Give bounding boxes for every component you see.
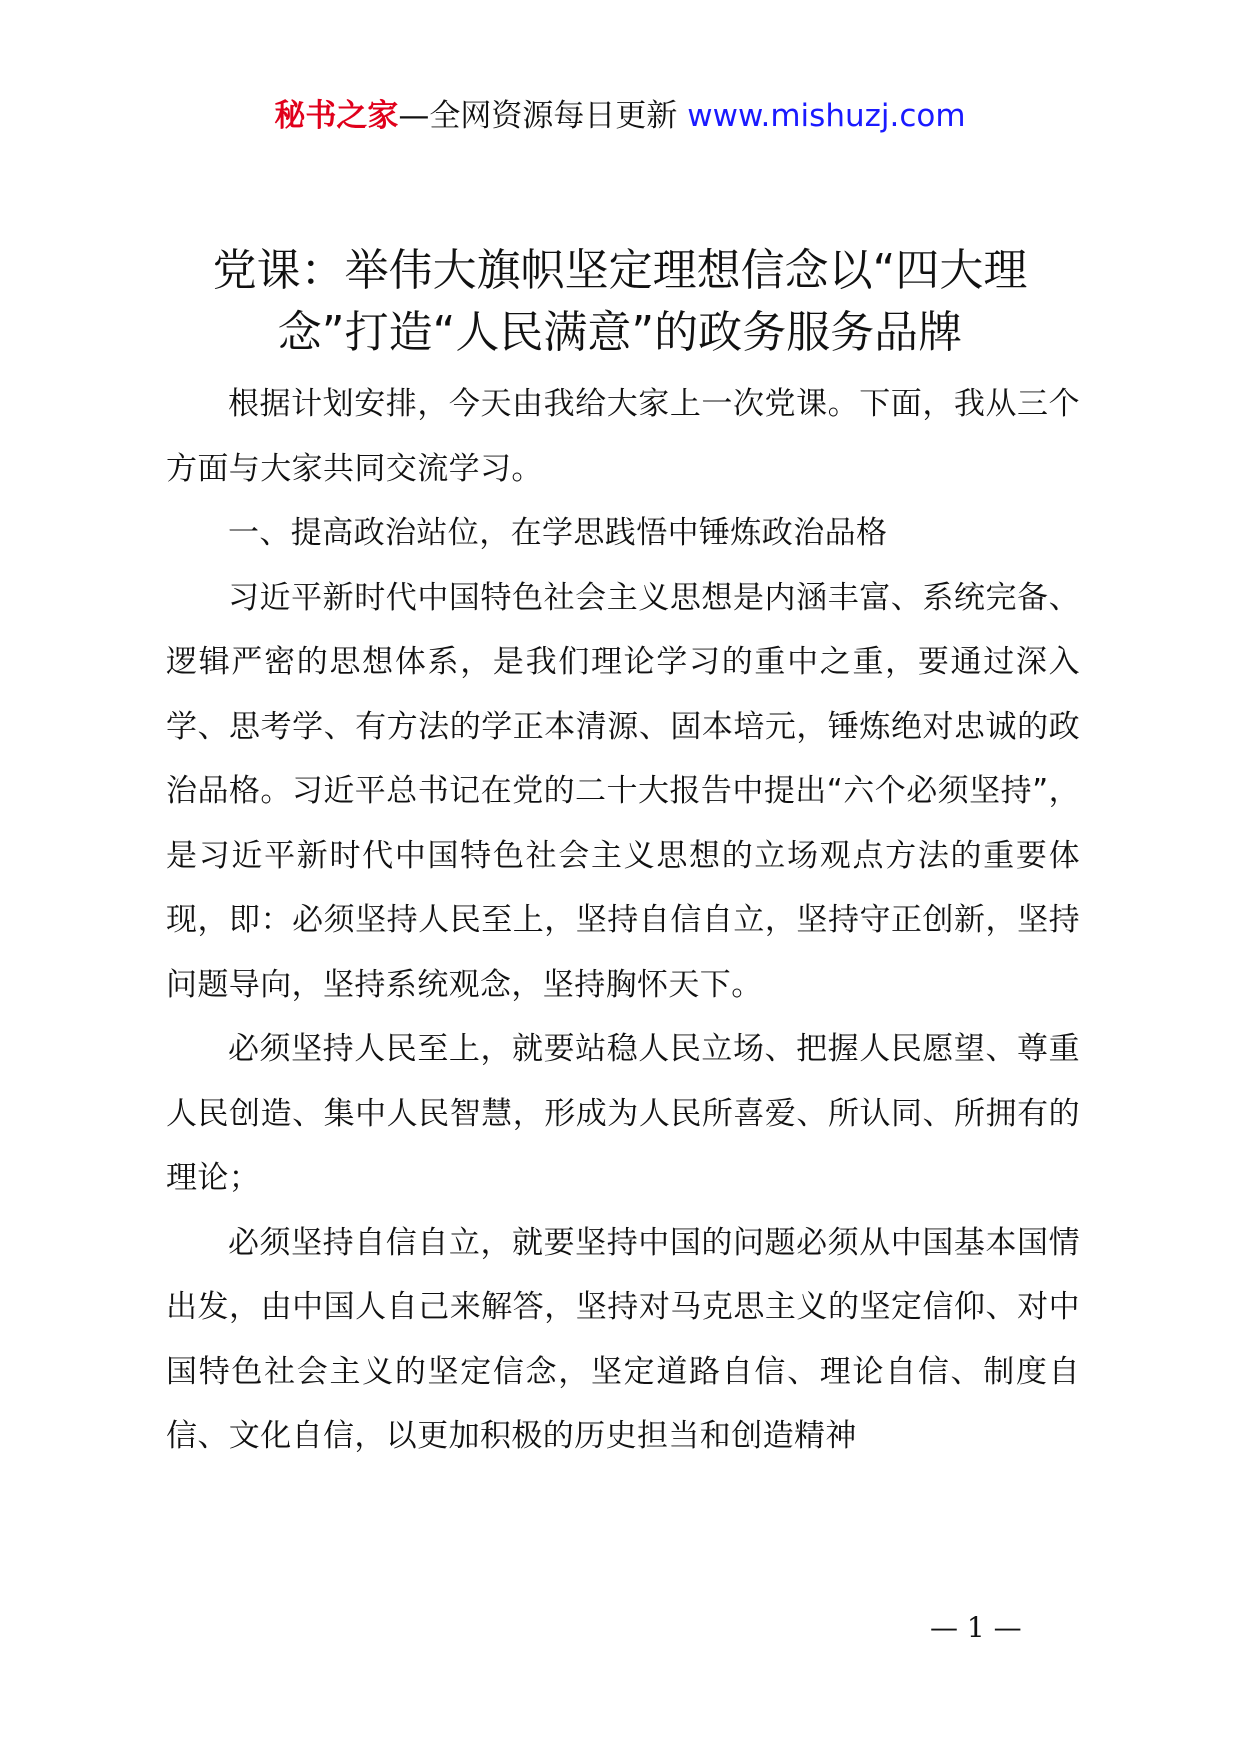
body-paragraph: 必须坚持人民至上，就要站稳人民立场、把握人民愿望、尊重人民创造、集中人民智慧，形成为人民所喜爱、所认同、所拥有的理论； — [166, 1031, 1080, 1196]
site-tagline: —全网资源每日更新 — [398, 98, 678, 134]
body-paragraph: 必须坚持自信自立，就要坚持中国的问题必须从中国基本国情出发，由中国人自己来解答，坚持对马克思主义的坚定信仰、对中国特色社会主义的坚定信念，坚定道路自信、理论自信、制度自信、文化自信，以更加积极的历史担当和创造精神 — [166, 1224, 1080, 1454]
document-title: 党课：举伟大旗帜坚定理想信念以“四大理念”打造“人民满意”的政务服务品牌 — [212, 245, 1028, 358]
site-brand: 秘书之家 — [274, 98, 399, 134]
intro-paragraph: 根据计划安排，今天由我给大家上一次党课。下面，我从三个方面与大家共同交流学习。 — [166, 386, 1080, 487]
page-number: — 1 — — [930, 1611, 1022, 1644]
site-url[interactable]: www.mishuzj.com — [687, 98, 966, 134]
site-header — [0, 96, 1240, 136]
document-body — [166, 372, 1080, 1469]
body-paragraph: 习近平新时代中国特色社会主义思想是内涵丰富、系统完备、逻辑严密的思想体系，是我们理论学习的重中之重，要通过深入学、思考学、有方法的学正本清源、固本培元，锤炼绝对忠诚的政治品格。习近平总书记在党的二十大报告中提出“六个必须坚持”，是习近平新时代中国特色社会主义思想的立场观点方法的重要体现，即：必须坚持人民至上，坚持自信自立，坚持守正创新，坚持问题导向，坚持系统观念，坚持胸怀天下。 — [166, 579, 1080, 1003]
section-heading: 一、提高政治站位，在学思践悟中锤炼政治品格 — [228, 515, 888, 551]
